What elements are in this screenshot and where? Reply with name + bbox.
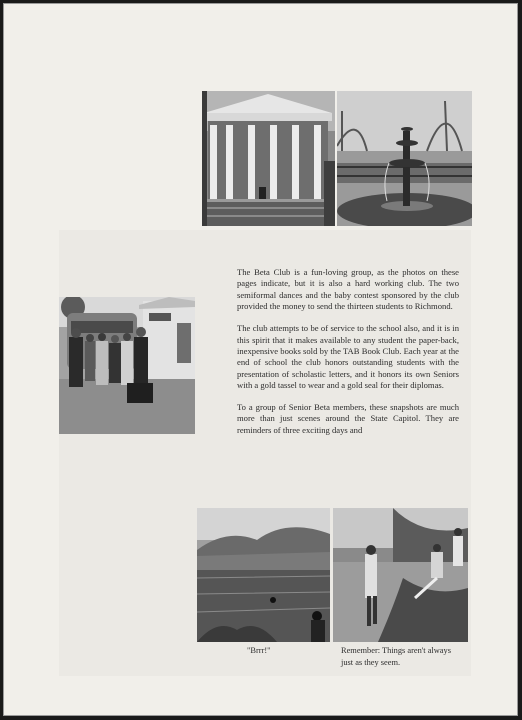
river-photo [197,508,330,642]
stream-photo [333,508,468,642]
article-paragraph-3: To a group of Senior Beta members, these snapshots are much more than just scenes around the State Capitol. They are reminders of three exciting days and [237,402,459,435]
article-paragraph-2: The club attempts to be of service to the school also, and it is in this spirit that it makes available to any student the paper-back, inexpensive books sold by the TAB Book Club. Each year at the end of school the club honors outstanding students with the presentation of scholastic letters, and it honors its own Seniors with a gold tassel to wear and a gold seal for their diplomas. [237,323,459,391]
river-photo-caption: "Brrr!" [247,646,271,655]
article-paragraph-1: The Beta Club is a fun-loving group, as the photos on these pages indicate, but it is also a hard working club. The two semiformal dances and the baby contest sponsored by the club provided the money to send the thirteen students to Richmond. [237,267,459,312]
stream-photo-caption: Remember: Things aren't always just as they seem. [341,646,451,667]
article-text [237,267,459,447]
group-bus-photo [59,297,195,434]
yearbook-page [3,3,518,716]
capitol-building-photo [202,91,335,226]
fountain-photo [337,91,472,226]
